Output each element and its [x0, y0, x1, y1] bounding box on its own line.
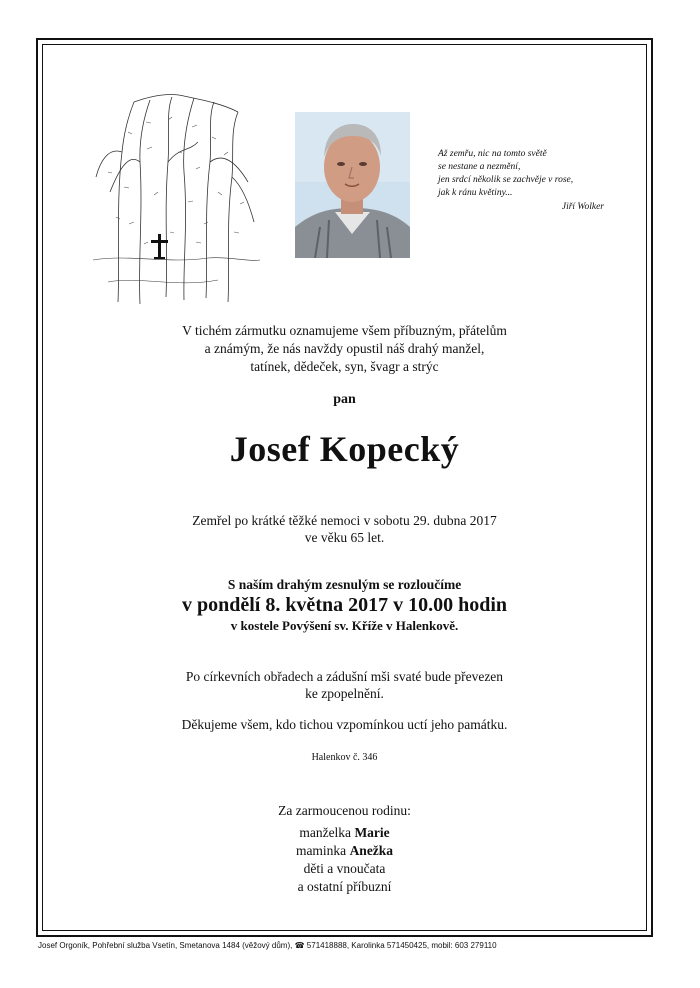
- intro-line: a známým, že nás navždy opustil náš drahý manžel,: [204, 341, 485, 356]
- phone-icon: ☎: [294, 941, 305, 950]
- death-line: ve věku 65 let.: [304, 530, 385, 545]
- church-line: Po církevních obřadech a zádušní mši svaté bude převezen: [185, 669, 504, 684]
- intro-line: tatínek, dědeček, syn, švagr a strýc: [250, 359, 439, 374]
- footer-text: Josef Orgoník, Pohřební služba Vsetín, Smetanova 1484 (věžový dům),: [38, 941, 293, 950]
- announcement-intro: [42, 322, 647, 376]
- family-member-name: Anežka: [349, 843, 394, 858]
- farewell-info: [42, 576, 647, 634]
- death-info: [42, 512, 647, 546]
- thanks-text: Děkujeme všem, kdo tichou vzpomínkou uctí jeho památku.: [181, 717, 508, 732]
- family-member-name: Marie: [354, 825, 390, 840]
- family-heading: Za zarmoucenou rodinu:: [278, 803, 411, 818]
- title-word: pan: [333, 392, 356, 407]
- farewell-intro: S naším drahým zesnulým se rozloučíme: [227, 577, 462, 592]
- poem-line: jen srdcí několik se zachvěje v rose,: [438, 175, 574, 185]
- church-line: ke zpopelnění.: [305, 686, 384, 701]
- family-member: [42, 878, 647, 896]
- intro-line: V tichém zármutku oznamujeme všem příbuzným, přátelům: [182, 323, 507, 338]
- address-text: Halenkov č. 346: [311, 752, 378, 763]
- death-line: Zemřel po krátké těžké nemoci v sobotu 29. dubna 2017: [192, 513, 497, 528]
- footer-text: 571418888, Karolinka 571450425, mobil: 603 279110: [306, 941, 497, 950]
- church-info: [42, 668, 647, 702]
- poem: [438, 148, 628, 214]
- family-relation: maminka: [295, 843, 347, 858]
- poem-author: Jiří Wolker: [561, 202, 604, 212]
- family-relation: manželka: [299, 825, 352, 840]
- farewell-datetime: v pondělí 8. května 2017 v 10.00 hodin: [181, 594, 508, 616]
- farewell-place: v kostele Povýšení sv. Kříže v Halenkově.: [230, 618, 459, 633]
- trees-with-cross-illustration: [88, 92, 263, 307]
- footer-contact: [38, 941, 497, 950]
- portrait-photo: [295, 112, 410, 258]
- deceased-name: Josef Kopecký: [229, 429, 460, 469]
- family-member: [42, 842, 647, 860]
- poem-line: Až zemřu, nic na tomto světě: [438, 149, 547, 159]
- family-block: [42, 802, 647, 896]
- family-relation: a ostatní příbuzní: [297, 879, 392, 894]
- cross-icon: [151, 234, 168, 259]
- poem-line: se nestane a nezmění,: [438, 162, 521, 172]
- poem-line: jak k ránu květiny...: [438, 188, 513, 198]
- family-relation: děti a vnoučata: [303, 861, 386, 876]
- family-member: [42, 860, 647, 878]
- family-member: [42, 824, 647, 842]
